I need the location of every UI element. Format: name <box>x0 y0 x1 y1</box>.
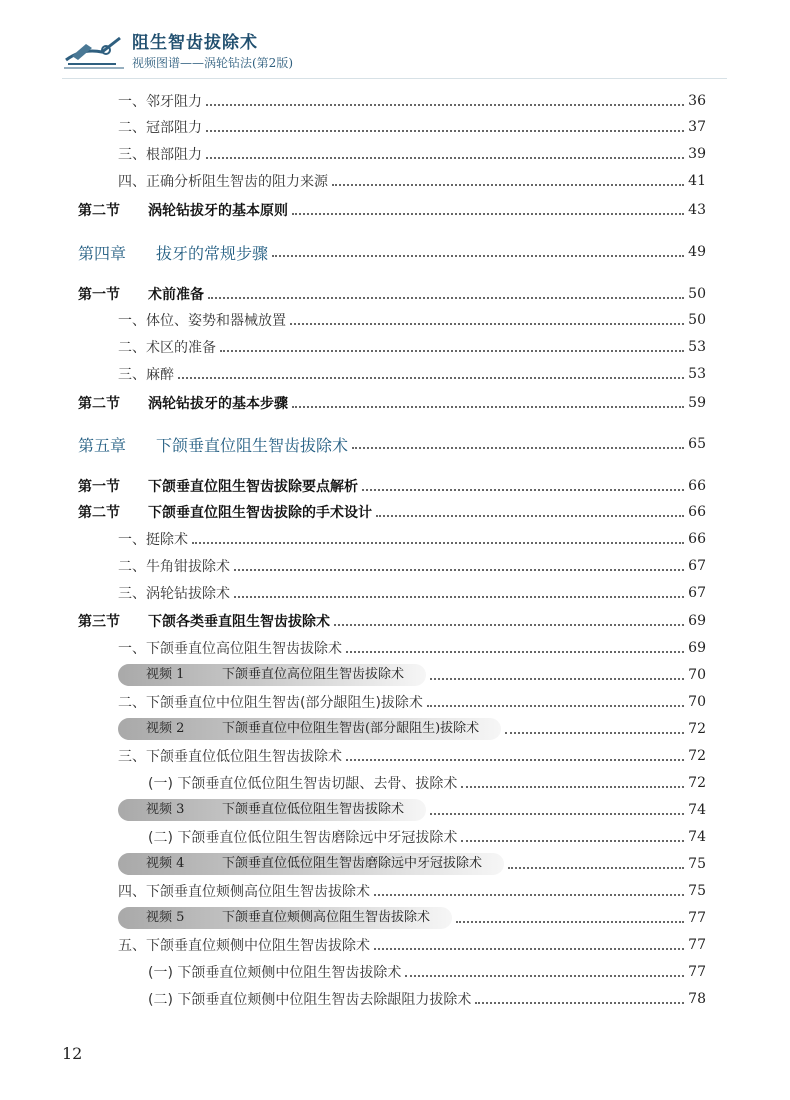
book-title: 阻生智齿拔除术 <box>132 33 258 53</box>
entry-page-number: 78 <box>688 991 706 1007</box>
video-title: 下颌垂直位低位阻生智齿磨除远中牙冠拔除术 <box>222 856 483 871</box>
toc-entry <box>118 334 706 360</box>
video-entry <box>118 716 706 742</box>
entry-title: (二) 下颌垂直位低位阻生智齿磨除远中牙冠拔除术 <box>148 830 458 846</box>
entry-page-number: 77 <box>688 910 706 926</box>
dot-leader <box>234 569 684 571</box>
dot-leader <box>352 447 684 449</box>
toc-entry <box>118 743 706 769</box>
toc-entry <box>118 361 706 387</box>
toc-entry <box>118 878 706 904</box>
entry-page-number: 75 <box>688 883 706 899</box>
section-entry <box>78 197 706 223</box>
entry-label <box>118 337 216 357</box>
entry-title: 三、根部阻力 <box>118 147 202 163</box>
toc-entry <box>118 114 706 140</box>
entry-page-number: 75 <box>688 856 706 872</box>
dot-leader <box>376 515 684 517</box>
entry-label <box>78 476 358 496</box>
entry-page-number: 69 <box>688 613 706 629</box>
entry-label <box>118 935 370 955</box>
entry-title: 一、体位、姿势和器械放置 <box>118 313 286 329</box>
entry-page-number: 43 <box>688 202 706 218</box>
entry-page-number: 66 <box>688 531 706 547</box>
entry-label <box>118 692 423 712</box>
toc-entry <box>118 526 706 552</box>
entry-label <box>118 91 202 111</box>
dot-leader <box>427 705 684 707</box>
entry-title: (一) 下颌垂直位低位阻生智齿切龈、去骨、拔除术 <box>148 776 458 792</box>
video-label <box>118 907 452 929</box>
dot-leader <box>208 297 684 299</box>
section-number: 第一节 <box>78 479 120 495</box>
entry-title: 涡轮钻拔牙的基本步骤 <box>148 396 288 412</box>
entry-page-number: 70 <box>688 667 706 683</box>
video-number: 视频 5 <box>146 910 185 925</box>
dot-leader <box>178 377 684 379</box>
entry-title: 一、下颌垂直位高位阻生智齿拔除术 <box>118 641 342 657</box>
video-label <box>118 799 426 821</box>
entry-page-number: 67 <box>688 558 706 574</box>
entry-page-number: 53 <box>688 366 706 382</box>
toc-entry <box>148 986 706 1012</box>
dot-leader <box>234 596 684 598</box>
dot-leader <box>192 542 684 544</box>
toc-entry <box>118 635 706 661</box>
entry-page-number: 69 <box>688 640 706 656</box>
entry-title: 一、邻牙阻力 <box>118 94 202 110</box>
entry-label <box>118 171 328 191</box>
dot-leader <box>362 489 684 491</box>
book-subtitle: 视频图谱——涡轮钻法(第2版) <box>132 56 293 70</box>
dot-leader <box>334 624 684 626</box>
entry-label <box>148 827 457 847</box>
entry-page-number: 39 <box>688 146 706 162</box>
dot-leader <box>508 867 684 869</box>
entry-page-number: 59 <box>688 395 706 411</box>
video-title: 下颌垂直位颊侧高位阻生智齿拔除术 <box>222 910 431 925</box>
dot-leader <box>456 921 684 923</box>
toc-entry <box>148 959 706 985</box>
dot-leader <box>220 350 684 352</box>
video-label <box>118 664 426 686</box>
dot-leader <box>475 1002 684 1004</box>
dot-leader <box>374 894 684 896</box>
entry-title: 三、下颌垂直位低位阻生智齿拔除术 <box>118 749 342 765</box>
toc-entry <box>118 553 706 579</box>
entry-label <box>78 611 330 631</box>
entry-page-number: 49 <box>688 244 706 260</box>
toc-entry <box>148 824 706 850</box>
video-number: 视频 2 <box>146 721 185 736</box>
toc-entry <box>118 307 706 333</box>
entry-page-number: 72 <box>688 748 706 764</box>
entry-label <box>118 583 230 603</box>
chapter-number: 第四章 <box>78 243 127 263</box>
chapter-entry <box>78 239 706 265</box>
entry-label <box>148 962 401 982</box>
entry-title: 四、下颌垂直位颊侧高位阻生智齿拔除术 <box>118 884 370 900</box>
section-entry <box>78 473 706 499</box>
entry-title: 二、冠部阻力 <box>118 120 202 136</box>
video-number: 视频 4 <box>146 856 185 871</box>
toc-entry <box>118 580 706 606</box>
video-label <box>118 718 501 740</box>
entry-label <box>118 310 286 330</box>
entry-label <box>118 364 174 384</box>
entry-title: (二) 下颌垂直位颊侧中位阻生智齿去除龈阻力拔除术 <box>148 992 472 1008</box>
entry-page-number: 74 <box>688 829 706 845</box>
section-entry <box>78 390 706 416</box>
entry-page-number: 77 <box>688 937 706 953</box>
entry-page-number: 77 <box>688 964 706 980</box>
entry-page-number: 74 <box>688 802 706 818</box>
dot-leader <box>430 678 684 680</box>
video-title: 下颌垂直位中位阻生智齿(部分龈阻生)拔除术 <box>222 721 480 736</box>
entry-page-number: 36 <box>688 93 706 109</box>
entry-title: 二、术区的准备 <box>118 340 216 356</box>
chapter-entry <box>78 431 706 457</box>
section-number: 第三节 <box>78 614 120 630</box>
entry-label <box>78 241 268 264</box>
video-title: 下颌垂直位高位阻生智齿拔除术 <box>222 667 405 682</box>
entry-title: (一) 下颌垂直位颊侧中位阻生智齿拔除术 <box>148 965 402 981</box>
toc-entry <box>118 932 706 958</box>
dot-leader <box>206 104 684 106</box>
section-number: 第二节 <box>78 396 120 412</box>
entry-page-number: 72 <box>688 721 706 737</box>
toc-entry <box>148 770 706 796</box>
entry-label <box>78 284 204 304</box>
entry-label <box>78 200 288 220</box>
entry-label <box>78 393 288 413</box>
entry-title: 下颌各类垂直阻生智齿拔除术 <box>148 614 330 630</box>
entry-title: 下颌垂直位阻生智齿拔除的手术设计 <box>148 505 372 521</box>
dot-leader <box>346 651 684 653</box>
video-entry <box>118 662 706 688</box>
dot-leader <box>461 840 684 842</box>
dot-leader <box>405 975 684 977</box>
toc-entry <box>118 689 706 715</box>
entry-title: 三、麻醉 <box>118 367 174 383</box>
page-number: 12 <box>62 1044 83 1063</box>
section-entry <box>78 608 706 634</box>
entry-page-number: 72 <box>688 775 706 791</box>
dot-leader <box>332 184 684 186</box>
section-number: 第二节 <box>78 505 120 521</box>
video-label <box>118 853 504 875</box>
entry-title: 四、正确分析阻生智齿的阻力来源 <box>118 174 328 190</box>
entry-page-number: 50 <box>688 286 706 302</box>
dot-leader <box>206 130 684 132</box>
entry-page-number: 50 <box>688 312 706 328</box>
video-entry <box>118 851 706 877</box>
entry-title: 下颌垂直位阻生智齿拔除要点解析 <box>148 479 358 495</box>
dot-leader <box>292 406 684 408</box>
entry-label <box>118 881 370 901</box>
video-title: 下颌垂直位低位阻生智齿拔除术 <box>222 802 405 817</box>
dot-leader <box>346 759 684 761</box>
entry-page-number: 65 <box>688 436 706 452</box>
section-entry <box>78 281 706 307</box>
entry-label <box>78 502 372 522</box>
entry-label <box>118 638 342 658</box>
entry-title: 三、涡轮钻拔除术 <box>118 586 230 602</box>
entry-title: 术前准备 <box>148 287 204 303</box>
entry-page-number: 66 <box>688 504 706 520</box>
entry-label <box>118 556 230 576</box>
dot-leader <box>206 157 684 159</box>
entry-label <box>78 433 348 456</box>
entry-label <box>118 144 202 164</box>
entry-title: 拔牙的常规步骤 <box>156 243 269 263</box>
section-number: 第一节 <box>78 287 120 303</box>
entry-page-number: 70 <box>688 694 706 710</box>
entry-title: 一、挺除术 <box>118 532 188 548</box>
entry-label <box>148 773 457 793</box>
entry-title: 二、牛角钳拔除术 <box>118 559 230 575</box>
dot-leader <box>272 255 684 257</box>
entry-title: 五、下颌垂直位颊侧中位阻生智齿拔除术 <box>118 938 370 954</box>
entry-label <box>148 989 471 1009</box>
entry-title: 二、下颌垂直位中位阻生智齿(部分龈阻生)拔除术 <box>118 695 423 711</box>
video-number: 视频 1 <box>146 667 185 682</box>
entry-page-number: 53 <box>688 339 706 355</box>
chapter-number: 第五章 <box>78 435 127 455</box>
entry-label <box>118 746 342 766</box>
section-entry <box>78 499 706 525</box>
dot-leader <box>292 213 684 215</box>
toc-entry <box>118 168 706 194</box>
entry-label <box>118 529 188 549</box>
dot-leader <box>430 813 684 815</box>
entry-page-number: 66 <box>688 478 706 494</box>
entry-page-number: 67 <box>688 585 706 601</box>
entry-title: 下颌垂直位阻生智齿拔除术 <box>156 435 349 455</box>
section-number: 第二节 <box>78 203 120 219</box>
video-entry <box>118 905 706 931</box>
toc-entry <box>118 141 706 167</box>
toc-entry <box>118 88 706 114</box>
entry-title: 涡轮钻拔牙的基本原则 <box>148 203 288 219</box>
entry-page-number: 37 <box>688 119 706 135</box>
dot-leader <box>374 948 684 950</box>
video-entry <box>118 797 706 823</box>
dot-leader <box>461 786 684 788</box>
dot-leader <box>505 732 684 734</box>
video-number: 视频 3 <box>146 802 185 817</box>
entry-page-number: 41 <box>688 173 706 189</box>
entry-label <box>118 117 202 137</box>
dot-leader <box>290 323 684 325</box>
